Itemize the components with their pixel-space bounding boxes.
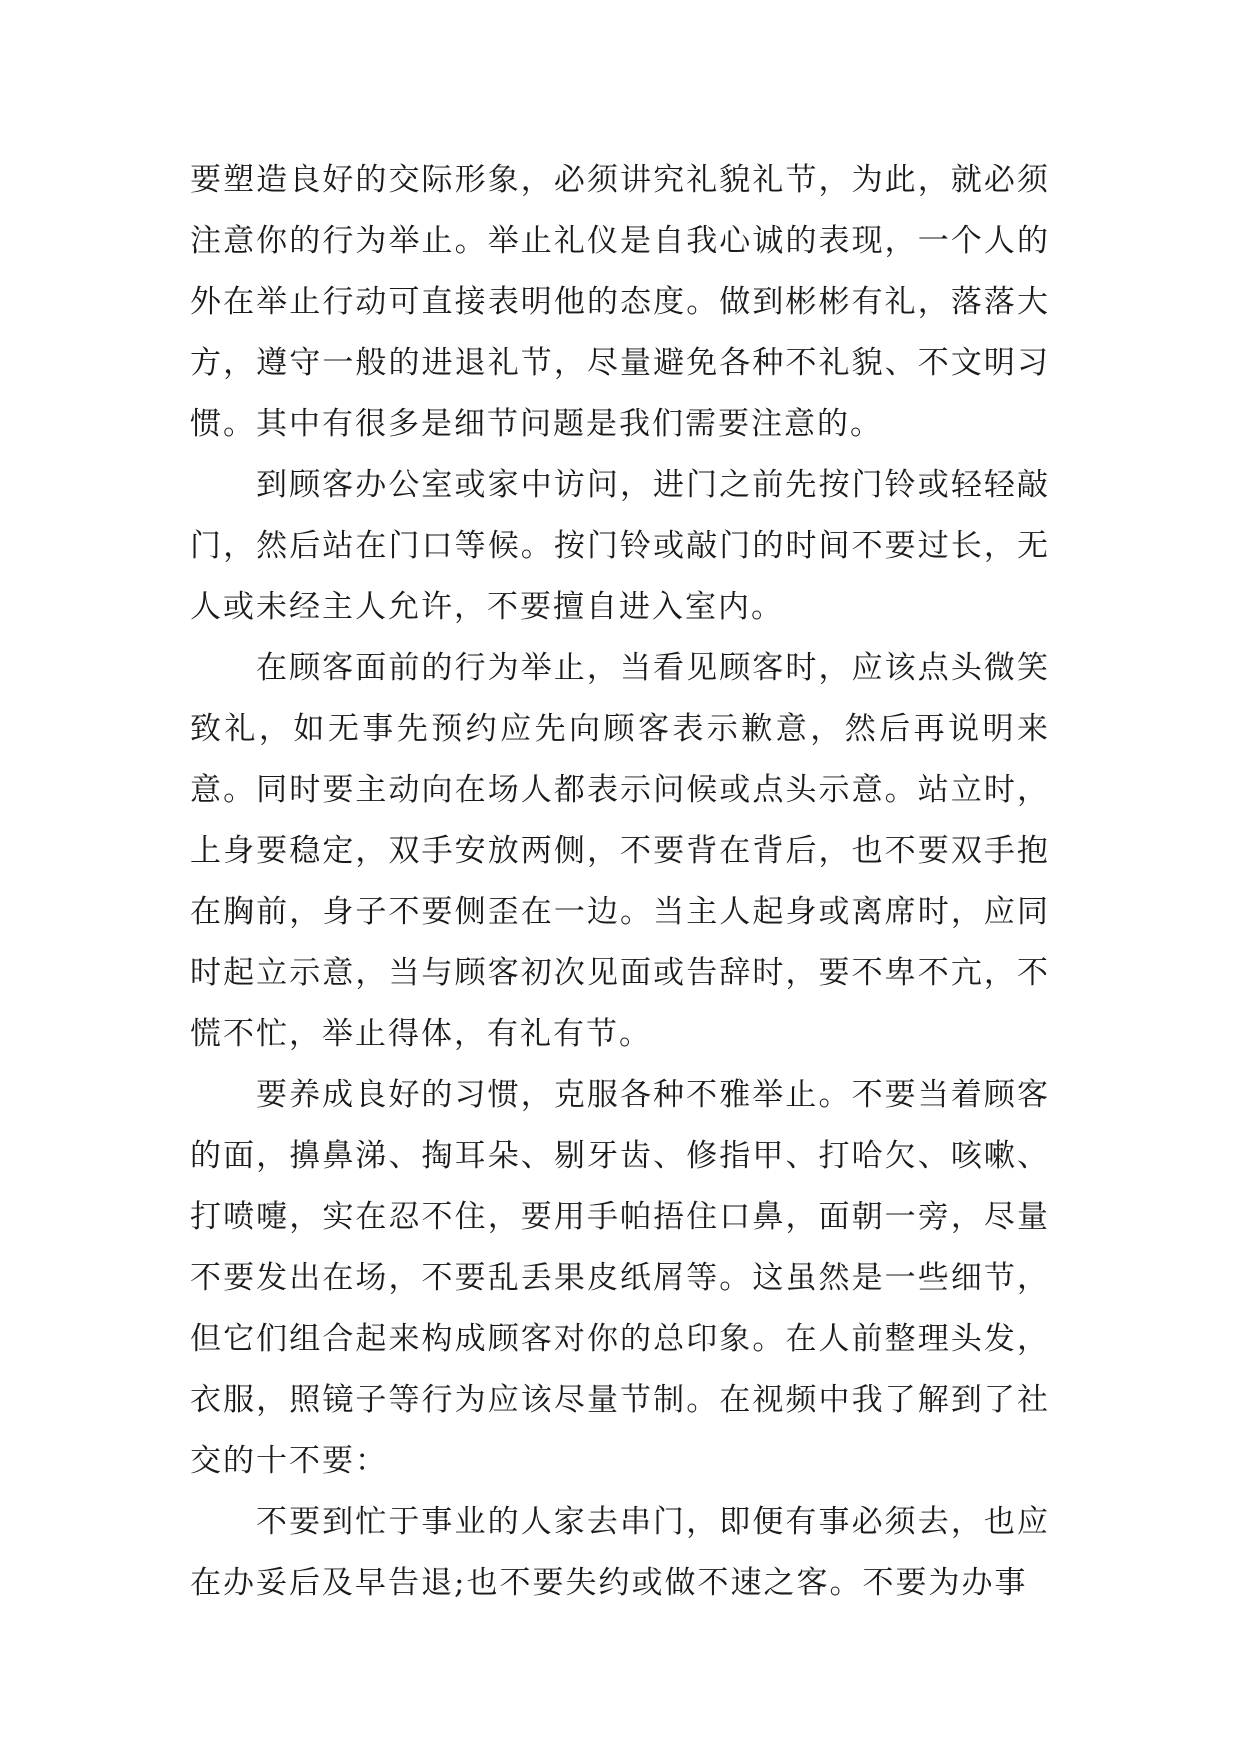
paragraph-good-habits: 要养成良好的习惯，克服各种不雅举止。不要当着顾客的面，擤鼻涕、掏耳朵、剔牙齿、修指甲、打哈欠、咳嗽、打喷嚏，实在忍不住，要用手帕捂住口鼻，面朝一旁，尽量不要发出在场，不要乱丢果皮纸屑等。这虽然是一些细节，但它们组合起来构成顾客对你的总印象。在人前整理头发，衣服，照镜子等行为应该尽量节制。在视频中我了解到了社交的十不要： <box>190 1077 1050 1479</box>
document-body <box>190 150 1050 1614</box>
paragraph-behavior-before-customer: 在顾客面前的行为举止，当看见顾客时，应该点头微笑致礼，如无事先预约应先向顾客表示歉意，然后再说明来意。同时要主动向在场人都表示问候或点头示意。站立时，上身要稳定，双手安放两侧，不要背在背后，也不要双手抱在胸前，身子不要侧歪在一边。当主人起身或离席时，应同时起立示意，当与顾客初次见面或告辞时，要不卑不亢，不慌不忙，举止得体，有礼有节。 <box>190 650 1050 1052</box>
paragraph-ten-donts: 不要到忙于事业的人家去串门，即便有事必须去，也应在办妥后及早告退;也不要失约或做不速之客。不要为办事 <box>190 1504 1050 1601</box>
paragraph-visiting-door: 到顾客办公室或家中访问，进门之前先按门铃或轻轻敲门，然后站在门口等候。按门铃或敲门的时间不要过长，无人或未经主人允许，不要擅自进入室内。 <box>190 467 1050 625</box>
paragraph-etiquette-intro: 要塑造良好的交际形象，必须讲究礼貌礼节，为此，就必须注意你的行为举止。举止礼仪是自我心诚的表现，一个人的外在举止行动可直接表明他的态度。做到彬彬有礼，落落大方，遵守一般的进退礼节，尽量避免各种不礼貌、不文明习惯。其中有很多是细节问题是我们需要注意的。 <box>190 162 1050 442</box>
